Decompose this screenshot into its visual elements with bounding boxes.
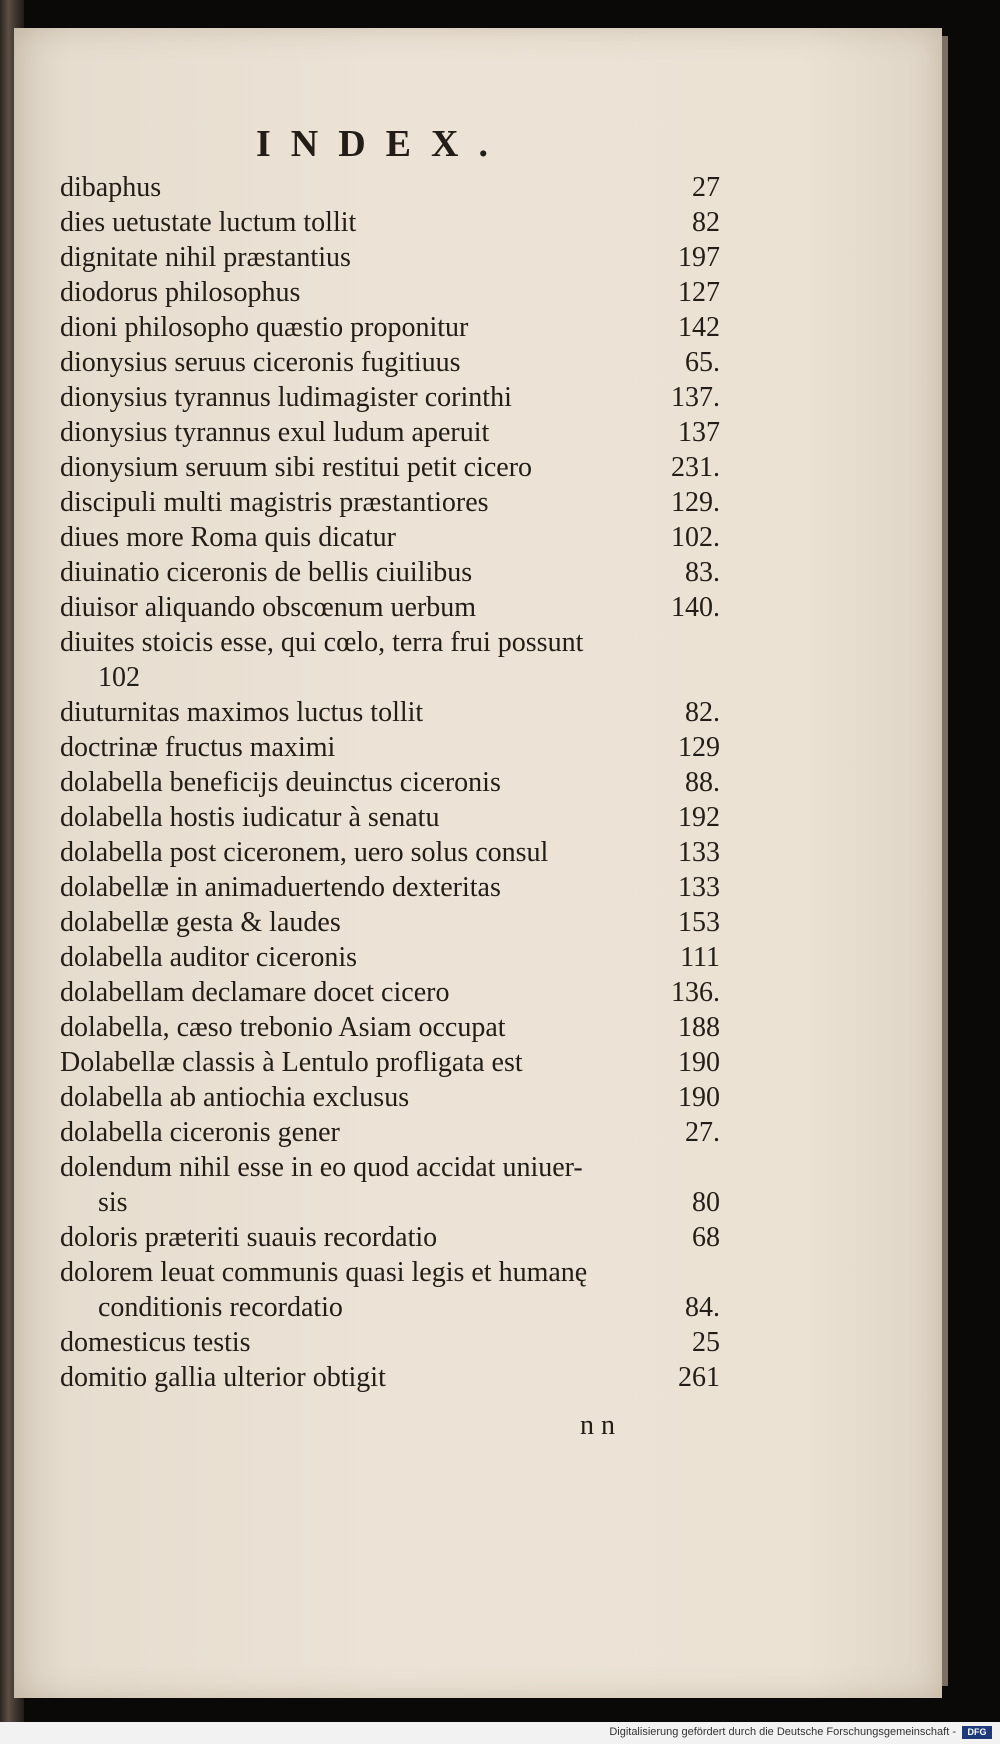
page-number: 261 (678, 1362, 720, 1393)
index-term-continuation: sis (98, 1187, 128, 1218)
index-term: diuinatio ciceronis de bellis ciuilibus (60, 557, 473, 588)
index-term: diuturnitas maximos luctus tollit (60, 697, 424, 728)
page-number: 84. (685, 1292, 720, 1323)
index-term: dibaphus (60, 172, 162, 203)
page-number: 111 (680, 942, 720, 973)
index-term: diues more Roma quis dicatur (60, 522, 396, 553)
index-term: dolabella post ciceronem, uero solus consul (60, 837, 549, 868)
index-term: dolabella hostis iudicatur à senatu (60, 802, 440, 833)
index-term: domitio gallia ulterior obtigit (60, 1362, 386, 1393)
index-entry (60, 695, 720, 730)
page-number: 133 (678, 837, 720, 868)
page-number: 197 (678, 242, 720, 273)
page-number: 27. (685, 1117, 720, 1148)
index-entry (60, 870, 720, 905)
page-header: INDEX. (256, 123, 508, 165)
index-term: diuites stoicis esse, qui cœlo, terra frui possunt (60, 627, 584, 658)
index-term: domesticus testis (60, 1327, 251, 1358)
page-number: 142 (678, 312, 720, 343)
page-number: 190 (678, 1082, 720, 1113)
index-term: dolabellæ gesta & laudes (60, 907, 341, 938)
index-term: dolorem leuat communis quasi legis et humanę (60, 1257, 588, 1288)
index-entry (60, 1220, 720, 1255)
index-term: dolabella, cæso trebonio Asiam occupat (60, 1012, 506, 1043)
index-term: doctrinæ fructus maximi (60, 732, 336, 763)
index-term: diodorus philosophus (60, 277, 301, 308)
page-number: 137 (678, 417, 720, 448)
page-number: 82 (692, 207, 720, 238)
index-entry (60, 905, 720, 940)
dfg-logo: DFG (962, 1726, 992, 1739)
index-entry (60, 1045, 720, 1080)
index-entry (60, 1010, 720, 1045)
page-number: 136. (671, 977, 720, 1008)
page-number: 137. (671, 382, 720, 413)
signature-mark: n n (580, 1410, 615, 1441)
index-term: dolabella ab antiochia exclusus (60, 1082, 410, 1113)
index-entry (60, 730, 720, 765)
index-entry (60, 975, 720, 1010)
index-term: dionysium seruum sibi restitui petit cicero (60, 452, 533, 483)
index-term: diuisor aliquando obscœnum uerbum (60, 592, 477, 623)
index-entry (60, 345, 720, 380)
index-entry (60, 835, 720, 870)
index-term: discipuli multi magistris præstantiores (60, 487, 489, 518)
index-entry (60, 275, 720, 310)
page-number: 82. (685, 697, 720, 728)
index-term: dolabella beneficijs deuinctus ciceronis (60, 767, 501, 798)
index-term: dionysius tyrannus exul ludum aperuit (60, 417, 490, 448)
index-entry (60, 555, 720, 590)
index-entry (60, 520, 720, 555)
index-entry (60, 625, 720, 695)
page-number: 127 (678, 277, 720, 308)
index-entry (60, 765, 720, 800)
index-entry (60, 800, 720, 835)
page-number: 102. (671, 522, 720, 553)
index-entry (60, 170, 720, 205)
index-term: dies uetustate luctum tollit (60, 207, 357, 238)
index-entry (60, 310, 720, 345)
page-number: 153 (678, 907, 720, 938)
index-entry (60, 1360, 720, 1395)
funding-notice: Digitalisierung gefördert durch die Deutsche Forschungsgemeinschaft - (609, 1726, 956, 1738)
index-entry (60, 1115, 720, 1150)
page-number: 192 (678, 802, 720, 833)
index-term: dolabella ciceronis gener (60, 1117, 340, 1148)
index-entry (60, 240, 720, 275)
page-number: 140. (671, 592, 720, 623)
page-number: 68 (692, 1222, 720, 1253)
index-entry (60, 415, 720, 450)
index-list (60, 170, 720, 1395)
index-term: dolabellam declamare docet cicero (60, 977, 450, 1008)
index-term: dolendum nihil esse in eo quod accidat uniuer- (60, 1152, 583, 1183)
index-entry (60, 590, 720, 625)
page-edge (942, 36, 948, 1686)
index-entry (60, 380, 720, 415)
index-term: dionysius seruus ciceronis fugitiuus (60, 347, 461, 378)
index-term: dolabella auditor ciceronis (60, 942, 357, 973)
index-entry (60, 1325, 720, 1360)
index-term: dignitate nihil præstantius (60, 242, 351, 273)
index-entry (60, 485, 720, 520)
index-term: dionysius tyrannus ludimagister corinthi (60, 382, 512, 413)
index-entry (60, 1150, 720, 1220)
page-number: 83. (685, 557, 720, 588)
index-term: doloris præteriti suauis recordatio (60, 1222, 438, 1253)
index-term: dioni philosopho quæstio proponitur (60, 312, 469, 343)
index-entry (60, 205, 720, 240)
index-term: Dolabellæ classis à Lentulo profligata est (60, 1047, 523, 1078)
page-number: 65. (685, 347, 720, 378)
page-number: 80 (692, 1187, 720, 1218)
page-number: 129. (671, 487, 720, 518)
page-number: 129 (678, 732, 720, 763)
index-entry (60, 1255, 720, 1325)
index-entry (60, 1080, 720, 1115)
page-number: 190 (678, 1047, 720, 1078)
page-number: 188 (678, 1012, 720, 1043)
index-term: dolabellæ in animaduertendo dexteritas (60, 872, 501, 903)
index-entry (60, 940, 720, 975)
page-number: 231. (671, 452, 720, 483)
index-entry (60, 450, 720, 485)
index-page-inline: 102 (98, 662, 140, 693)
index-term-continuation: conditionis recordatio (98, 1292, 343, 1323)
page-number: 133 (678, 872, 720, 903)
page-number: 27 (692, 172, 720, 203)
page-number: 88. (685, 767, 720, 798)
page-number: 25 (692, 1327, 720, 1358)
